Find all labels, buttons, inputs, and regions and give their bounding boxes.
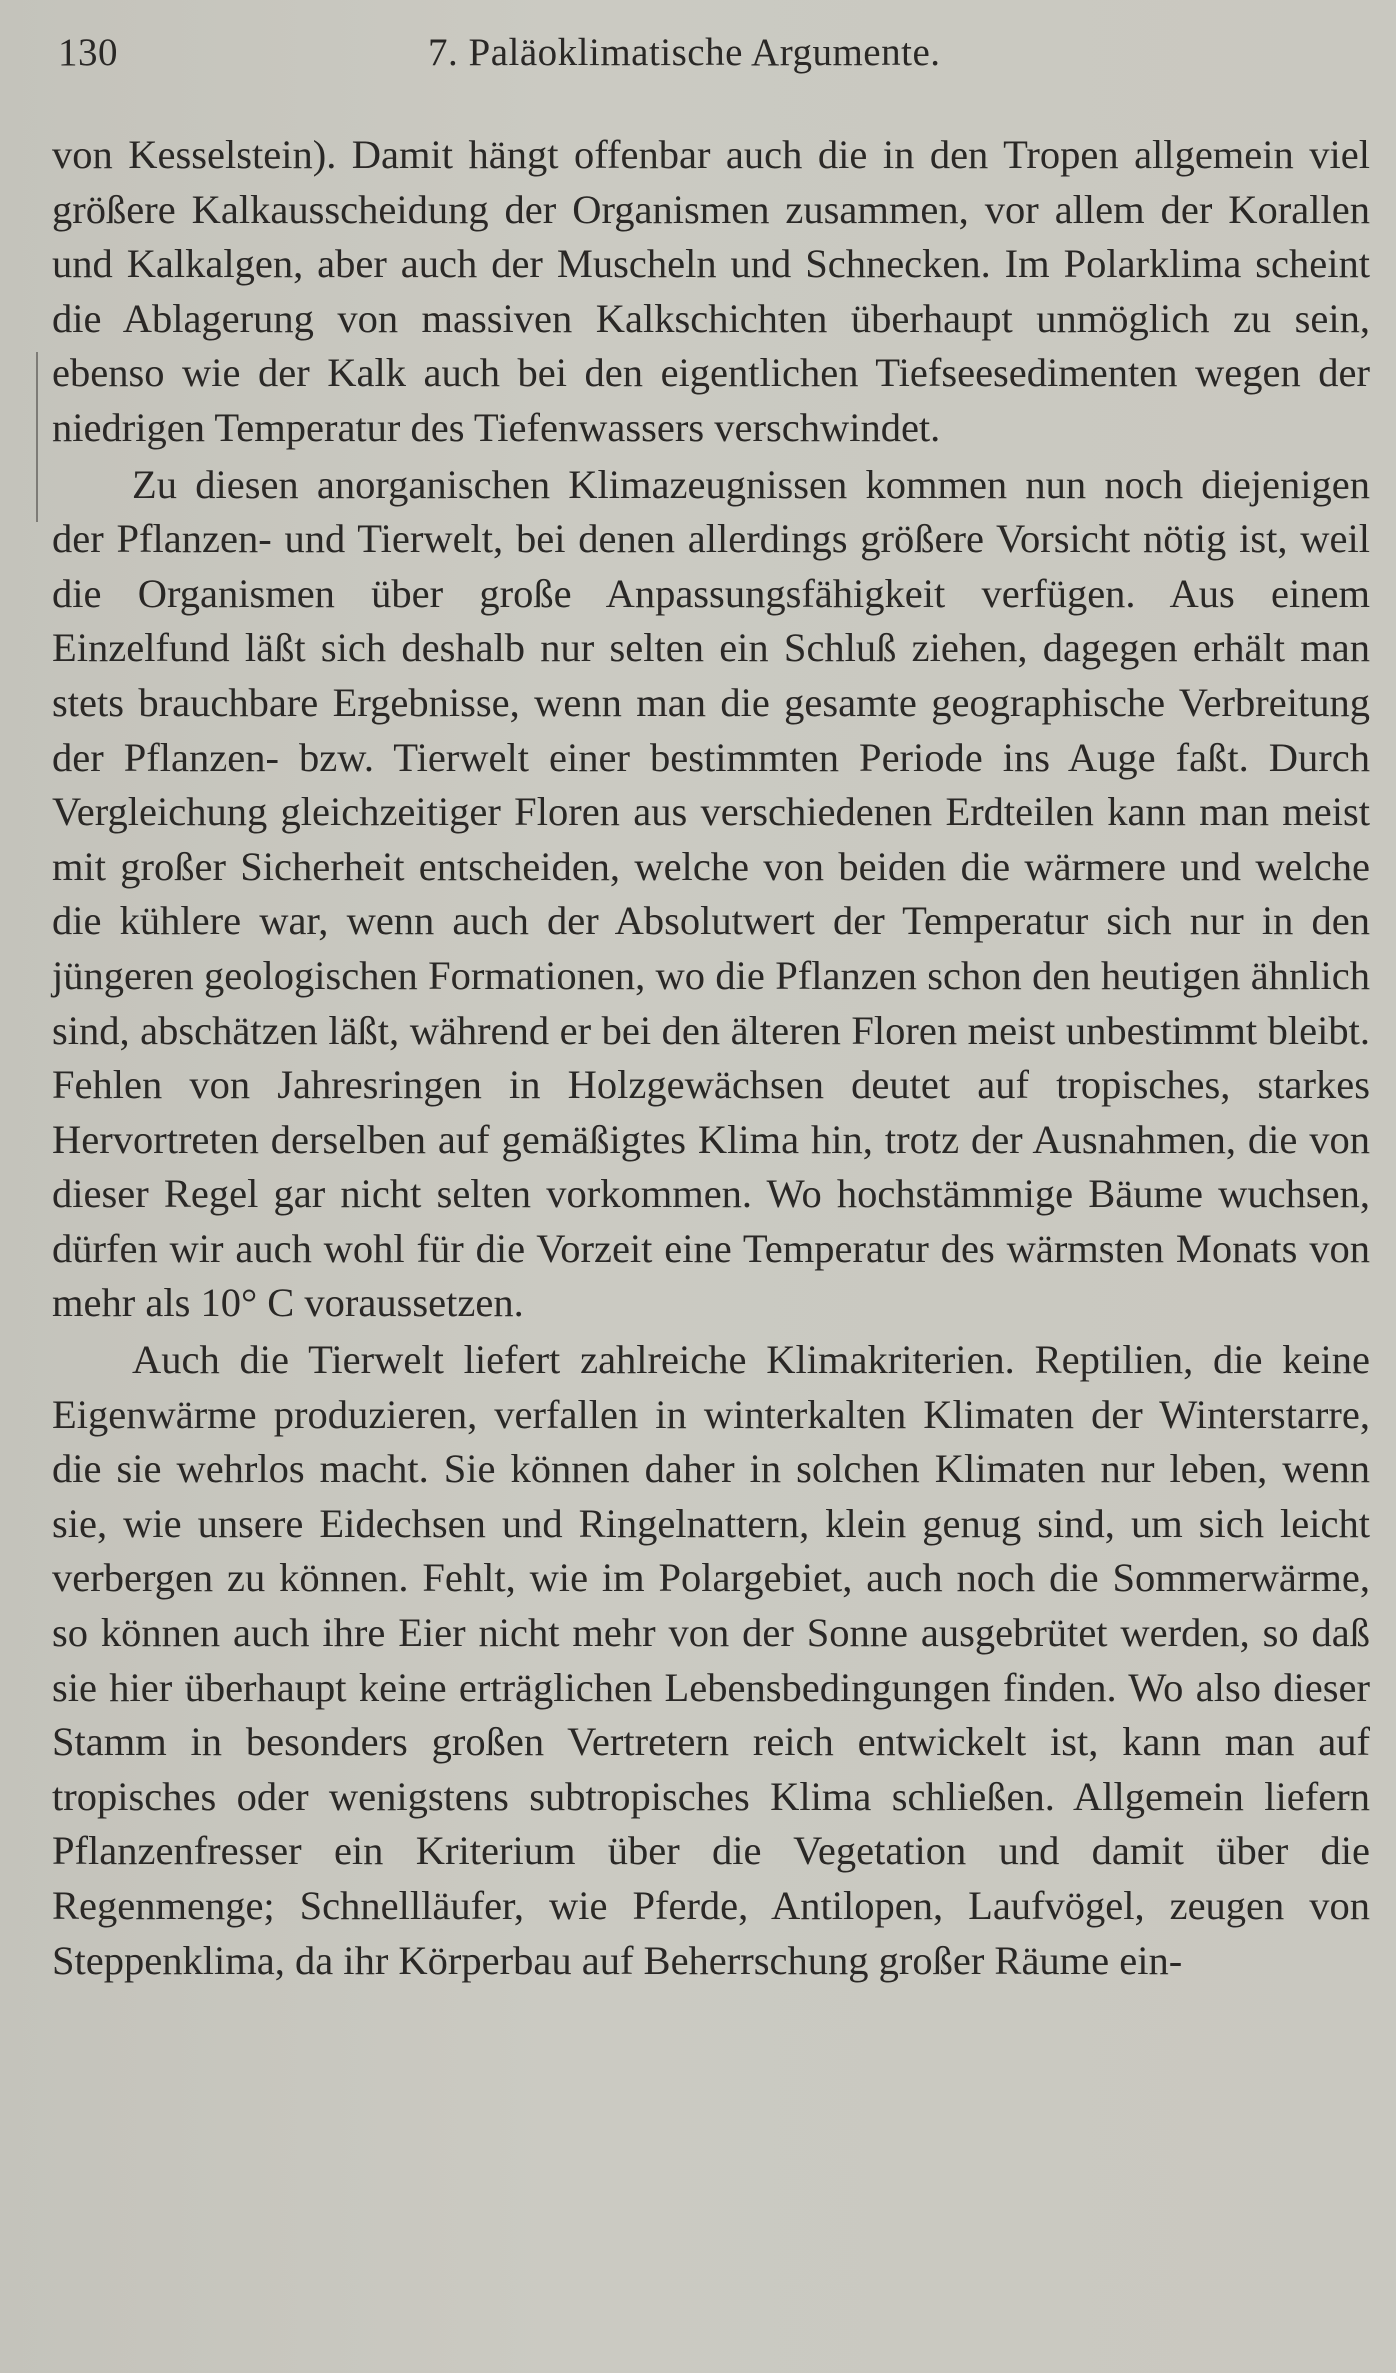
page-number: 130 xyxy=(58,31,118,74)
paragraph-1: von Kesselstein). Damit hängt offenbar auch die in den Tropen allgemein viel größere Kalkausscheidung der Organismen zusammen, vor allem der Korallen und Kalkalgen, aber auch der Muscheln und Schnecken. Im Polarklima scheint die Ablagerung von massiven Kalkschichten überhaupt unmöglich zu sein, ebenso wie der Kalk auch bei den eigentlichen Tiefseesedimenten wegen der niedrigen Temperatur des Tiefenwassers verschwindet. xyxy=(52,132,1370,450)
paragraph-2: Zu diesen anorganischen Klimazeugnissen kommen nun noch diejenigen der Pflanzen- und Tierwelt, bei denen allerdings größere Vorsicht nötig ist, weil die Organismen über große Anpassungsfähigkeit verfügen. Aus einem Einzelfund läßt sich deshalb nur selten ein Schluß ziehen, dagegen erhält man stets brauchbare Ergebnisse, wenn man die gesamte geographische Verbreitung der Pflanzen- bzw. Tierwelt einer bestimmten Periode ins Auge faßt. Durch Vergleichung gleichzeitiger Floren aus verschiedenen Erdteilen kann man meist mit großer Sicherheit entscheiden, welche von beiden die wärmere und welche die kühlere war, wenn auch der Absolutwert der Temperatur sich nur in den jüngeren geologischen Formationen, wo die Pflanzen schon den heutigen ähnlich sind, abschätzen läßt, während er bei den älteren Floren meist unbestimmt bleibt. Fehlen von Jahresringen in Holzgewächsen deutet auf tropisches, starkes Hervortreten derselben auf gemäßigtes Klima hin, trotz der Ausnahmen, die von dieser Regel gar nicht selten vorkommen. Wo hochstämmige Bäume wuchsen, dürfen wir auch wohl für die Vorzeit eine Temperatur des wärmsten Monats von mehr als 10° C voraussetzen. xyxy=(52,461,1370,1326)
running-head: 7. Paläoklimatische Argumente. xyxy=(428,31,941,74)
page-header xyxy=(58,22,1358,82)
paragraph-3: Auch die Tierwelt liefert zahlreiche Klimakriterien. Reptilien, die keine Eigenwärme produzieren, verfallen in winterkalten Klimaten der Winterstarre, die sie wehrlos macht. Sie können daher in solchen Klimaten nur leben, wenn sie, wie unsere Eidechsen und Ringelnattern, klein genug sind, um sich leicht verbergen zu können. Fehlt, wie im Polargebiet, auch noch die Sommerwärme, so können auch ihre Eier nicht mehr von der Sonne ausgebrütet werden, so daß sie hier überhaupt keine erträglichen Lebensbedingungen finden. Wo also dieser Stamm in besonders großen Vertretern reich entwickelt ist, kann man auf tropisches oder wenigstens subtropisches Klima schließen. Allgemein liefern Pflanzenfresser ein Kriterium über die Vegetation und damit über die Regenmenge; Schnellläufer, wie Pferde, Antilopen, Laufvögel, zeugen von Steppenklima, da ihr Körperbau auf Beherrschung großer Räume ein- xyxy=(52,1337,1370,1983)
margin-pencil-mark xyxy=(36,352,38,522)
body-text xyxy=(52,128,1370,1988)
